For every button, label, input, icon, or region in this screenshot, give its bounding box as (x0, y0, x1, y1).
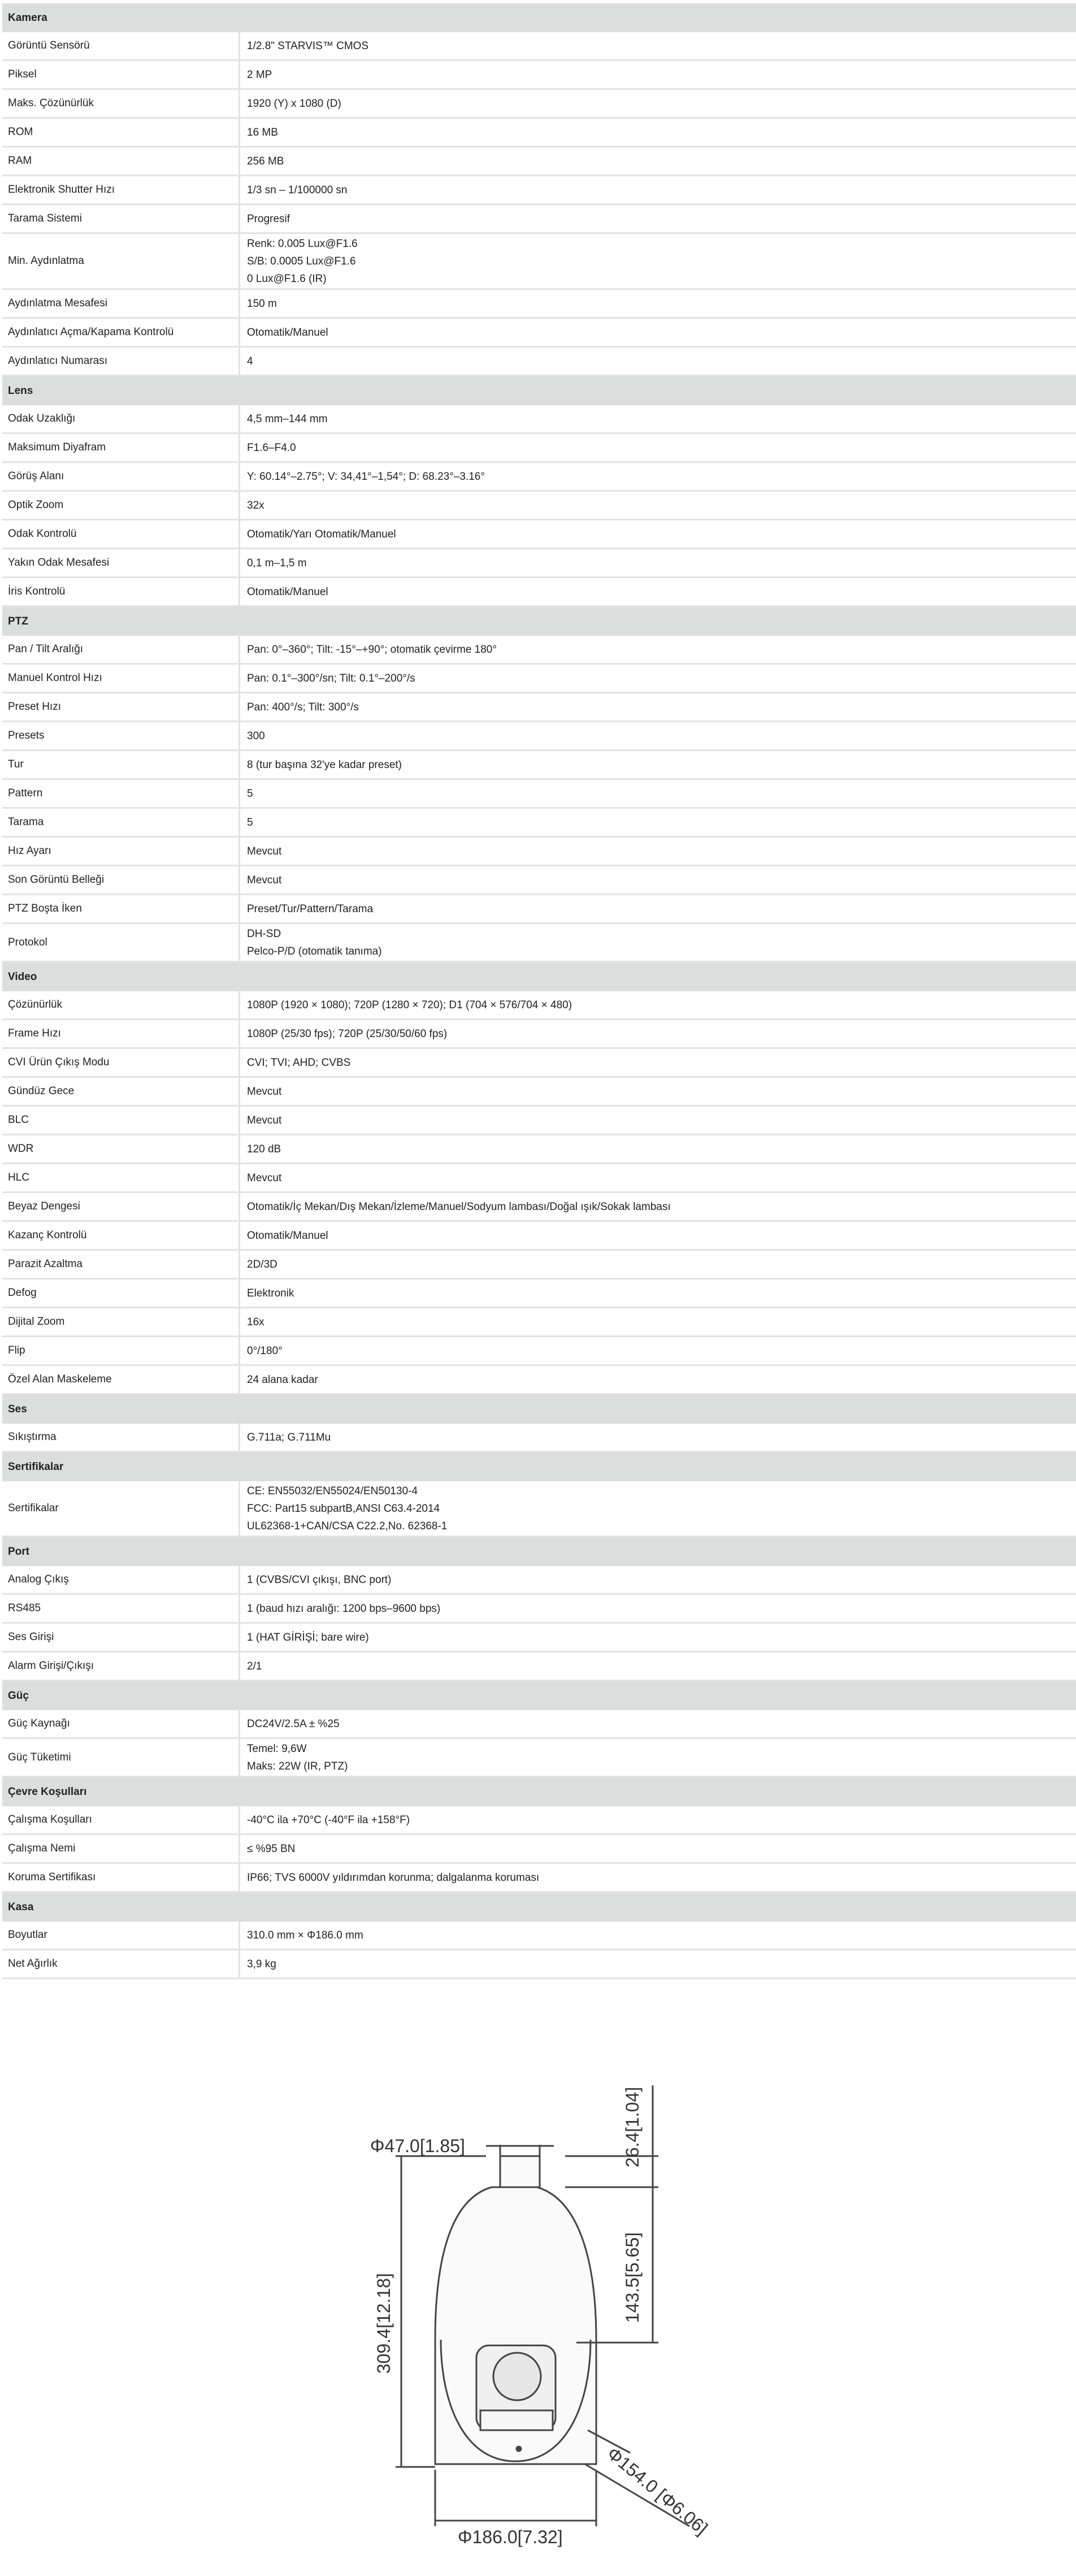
spec-value-line: Pelco-P/D (otomatik tanıma) (247, 945, 382, 957)
spec-value-line: 2/1 (247, 1660, 262, 1672)
spec-label: Presets (2, 722, 240, 749)
spec-value (240, 924, 1076, 961)
spec-value (240, 578, 1076, 605)
spec-table (2, 3, 1076, 1979)
spec-label: Manuel Kontrol Hızı (2, 665, 240, 692)
spec-value-line: 150 m (247, 297, 277, 310)
spec-row (2, 1251, 1076, 1280)
spec-value (240, 492, 1076, 519)
spec-value (240, 722, 1076, 749)
spec-row (2, 549, 1076, 578)
spec-value-line: Renk: 0.005 Lux@F1.6 (247, 237, 358, 250)
spec-value (240, 290, 1076, 317)
camera-top-cap (500, 2156, 540, 2187)
spec-value (240, 148, 1076, 175)
spec-value-line: DC24V/2.5A ± %25 (247, 1718, 340, 1730)
spec-value (240, 1595, 1076, 1622)
spec-value-line: 120 dB (247, 1143, 281, 1155)
spec-row (2, 1624, 1076, 1653)
section-header: Video (2, 962, 1076, 991)
spec-value (240, 1739, 1076, 1776)
spec-label: Beyaz Dengesi (2, 1193, 240, 1220)
spec-value (240, 1566, 1076, 1593)
spec-value-line: 2 MP (247, 68, 272, 81)
spec-value-line: Mevcut (247, 1172, 282, 1184)
spec-label: Tarama (2, 809, 240, 836)
spec-label: Piksel (2, 61, 240, 88)
camera-ir-panel (480, 2410, 553, 2430)
spec-value (240, 866, 1076, 894)
spec-label: Tarama Sistemi (2, 205, 240, 232)
spec-label: Maks. Çözünürlük (2, 90, 240, 117)
spec-label: Frame Hızı (2, 1020, 240, 1047)
spec-row (2, 234, 1076, 290)
spec-label: Pattern (2, 780, 240, 807)
spec-row (2, 751, 1076, 780)
spec-label: Aydınlatma Mesafesi (2, 290, 240, 317)
spec-row (2, 1710, 1076, 1739)
spec-row (2, 1107, 1076, 1135)
spec-row (2, 1366, 1076, 1395)
spec-row (2, 924, 1076, 962)
spec-value-line: 1080P (25/30 fps); 720P (25/30/50/60 fps) (247, 1027, 448, 1040)
section-header: Lens (2, 376, 1076, 405)
spec-value-line: UL62368-1+CAN/CSA C22.2,No. 62368-1 (247, 1520, 448, 1532)
spec-value (240, 405, 1076, 432)
dim-base-diameter: Φ186.0[7.32] (458, 2527, 563, 2547)
spec-value (240, 1078, 1076, 1105)
spec-value (240, 1424, 1076, 1451)
spec-value (240, 1049, 1076, 1076)
spec-value-line: 16 MB (247, 126, 278, 138)
spec-row (2, 434, 1076, 463)
spec-label: Görüntü Sensörü (2, 32, 240, 59)
spec-row (2, 405, 1076, 434)
section-header: Kasa (2, 1893, 1076, 1922)
spec-value-line: 1080P (1920 × 1080); 720P (1280 × 720); D1 (704 × 576/704 × 480) (247, 999, 572, 1011)
spec-value (240, 61, 1076, 88)
spec-value (240, 1922, 1076, 1949)
section-header: Ses (2, 1395, 1076, 1424)
spec-row (2, 1864, 1076, 1893)
section-header: PTZ (2, 607, 1076, 636)
spec-label: Min. Aydınlatma (2, 234, 240, 288)
spec-value-line: 8 (tur başına 32'ye kadar preset) (247, 758, 402, 771)
spec-label: BLC (2, 1107, 240, 1134)
spec-value (240, 665, 1076, 692)
spec-value (240, 176, 1076, 203)
spec-value (240, 1107, 1076, 1134)
section-header: Çevre Koşulları (2, 1777, 1076, 1806)
dim-total-height: 309.4[12.18] (374, 2273, 394, 2374)
spec-row (2, 290, 1076, 319)
spec-value-line: CVI; TVI; AHD; CVBS (247, 1056, 351, 1069)
camera-indicator (517, 2447, 521, 2451)
spec-row (2, 722, 1076, 751)
spec-row (2, 205, 1076, 234)
spec-label: RAM (2, 148, 240, 175)
spec-label: Çözünürlük (2, 991, 240, 1018)
spec-value-line: S/B: 0.0005 Lux@F1.6 (247, 255, 356, 267)
spec-value-line: 16x (247, 1316, 264, 1328)
spec-value-line: 1 (baud hızı aralığı: 1200 bps–9600 bps) (247, 1602, 441, 1615)
spec-value (240, 693, 1076, 721)
spec-value-line: Elektronik (247, 1287, 294, 1299)
spec-row (2, 809, 1076, 838)
spec-label: Odak Kontrolü (2, 521, 240, 548)
spec-label: Boyutlar (2, 1922, 240, 1949)
spec-label: Yakın Odak Mesafesi (2, 549, 240, 576)
spec-value-line: G.711a; G.711Mu (247, 1431, 331, 1443)
spec-value (240, 463, 1076, 490)
dim-dome-height: 143.5[5.65] (622, 2232, 643, 2323)
dim-top-diameter: Φ47.0[1.85] (370, 2136, 465, 2156)
spec-value-line: Maks: 22W (IR, PTZ) (247, 1760, 348, 1772)
spec-label: Dijital Zoom (2, 1308, 240, 1335)
spec-value-line: Mevcut (247, 1114, 282, 1126)
spec-value-line: 310.0 mm × Φ186.0 mm (247, 1929, 363, 1941)
spec-value (240, 1337, 1076, 1364)
spec-label: Koruma Sertifikası (2, 1864, 240, 1891)
spec-value-line: 0,1 m–1,5 m (247, 557, 307, 569)
spec-value-line: Otomatik/İç Mekan/Dış Mekan/İzleme/Manuel/Sodyum lambası/Doğal ışık/Sokak lambası (247, 1200, 671, 1213)
spec-label: Güç Kaynağı (2, 1710, 240, 1737)
spec-label: Son Görüntü Belleği (2, 866, 240, 894)
spec-row (2, 492, 1076, 521)
spec-label: Net Ağırlık (2, 1950, 240, 1977)
spec-value-line: IP66; TVS 6000V yıldırımdan korunma; dalgalanma koruması (247, 1871, 540, 1884)
spec-label: Pan / Tilt Aralığı (2, 636, 240, 663)
camera-lens (493, 2353, 541, 2400)
spec-value (240, 1835, 1076, 1862)
spec-value (240, 1280, 1076, 1307)
spec-row (2, 1049, 1076, 1078)
spec-row (2, 319, 1076, 348)
spec-row (2, 1337, 1076, 1366)
spec-value-line: DH-SD (247, 927, 281, 940)
spec-value (240, 1020, 1076, 1047)
spec-label: Ses Girişi (2, 1624, 240, 1651)
spec-label: Elektronik Shutter Hızı (2, 176, 240, 203)
spec-value (240, 434, 1076, 461)
spec-value-line: Pan: 400°/s; Tilt: 300°/s (247, 701, 359, 713)
spec-value (240, 549, 1076, 576)
spec-label: WDR (2, 1135, 240, 1163)
spec-label: Sıkıştırma (2, 1424, 240, 1451)
spec-value-line: CE: EN55032/EN55024/EN50130-4 (247, 1485, 418, 1497)
spec-value-line: 4,5 mm–144 mm (247, 413, 328, 425)
spec-value (240, 1864, 1076, 1891)
spec-row (2, 1950, 1076, 1979)
spec-value (240, 1950, 1076, 1977)
spec-value (240, 348, 1076, 375)
spec-row (2, 1566, 1076, 1595)
spec-row (2, 90, 1076, 119)
spec-row (2, 176, 1076, 205)
spec-label: Maksimum Diyafram (2, 434, 240, 461)
spec-value (240, 636, 1076, 663)
spec-label: Defog (2, 1280, 240, 1307)
spec-label: Parazit Azaltma (2, 1251, 240, 1278)
spec-value-line: 1920 (Y) x 1080 (D) (247, 97, 341, 110)
spec-value-line: -40°C ila +70°C (-40°F ila +158°F) (247, 1814, 410, 1826)
spec-value-line: 24 alana kadar (247, 1373, 318, 1386)
spec-row (2, 1020, 1076, 1049)
spec-label: İris Kontrolü (2, 578, 240, 605)
spec-value (240, 90, 1076, 117)
spec-value-line: 1/2.8" STARVIS™ CMOS (247, 40, 369, 52)
spec-row (2, 1595, 1076, 1624)
spec-label: Çalışma Koşulları (2, 1806, 240, 1833)
dim-top-height: 26.4[1.04] (622, 2087, 643, 2167)
spec-value (240, 1193, 1076, 1220)
spec-value (240, 234, 1076, 288)
spec-value-line: 0°/180° (247, 1345, 283, 1357)
spec-value-line: 3,9 kg (247, 1958, 276, 1970)
spec-value (240, 1251, 1076, 1278)
spec-label: Protokol (2, 924, 240, 961)
spec-row (2, 780, 1076, 809)
spec-row (2, 1135, 1076, 1164)
spec-row (2, 838, 1076, 866)
spec-row (2, 348, 1076, 376)
spec-row (2, 1806, 1076, 1835)
spec-value (240, 1222, 1076, 1249)
spec-row (2, 665, 1076, 693)
spec-row (2, 1481, 1076, 1537)
spec-row (2, 693, 1076, 722)
spec-label: CVI Ürün Çıkış Modu (2, 1049, 240, 1076)
spec-label: ROM (2, 119, 240, 146)
spec-row (2, 1193, 1076, 1222)
spec-value-line: 1/3 sn – 1/100000 sn (247, 184, 348, 196)
spec-value (240, 895, 1076, 922)
spec-value-line: Otomatik/Yarı Otomatik/Manuel (247, 528, 396, 540)
spec-value-line: Otomatik/Manuel (247, 326, 328, 339)
spec-row (2, 1280, 1076, 1308)
dimension-drawing (0, 2035, 1076, 2576)
spec-value-line: Otomatik/Manuel (247, 586, 328, 598)
spec-value (240, 1366, 1076, 1393)
section-header: Güç (2, 1681, 1076, 1710)
spec-row (2, 578, 1076, 607)
section-header: Kamera (2, 3, 1076, 32)
spec-row (2, 521, 1076, 549)
spec-label: HLC (2, 1164, 240, 1191)
spec-row (2, 1739, 1076, 1777)
spec-value-line: Progresif (247, 213, 290, 225)
spec-row (2, 1835, 1076, 1864)
spec-label: Sertifikalar (2, 1481, 240, 1536)
spec-value-line: 1 (HAT GİRİŞİ; bare wire) (247, 1631, 369, 1643)
spec-row (2, 463, 1076, 492)
spec-value-line: 0 Lux@F1.6 (IR) (247, 272, 327, 285)
spec-value-line: 256 MB (247, 155, 284, 167)
spec-row (2, 61, 1076, 90)
spec-value (240, 780, 1076, 807)
spec-value-line: Temel: 9,6W (247, 1742, 307, 1755)
spec-label: Preset Hızı (2, 693, 240, 721)
spec-value (240, 32, 1076, 59)
spec-value (240, 205, 1076, 232)
spec-value (240, 119, 1076, 146)
spec-row (2, 1922, 1076, 1950)
spec-row (2, 1222, 1076, 1251)
spec-value (240, 1308, 1076, 1335)
spec-value (240, 751, 1076, 778)
spec-row (2, 1164, 1076, 1193)
spec-label: Odak Uzaklığı (2, 405, 240, 432)
spec-label: PTZ Boşta İken (2, 895, 240, 922)
spec-row (2, 866, 1076, 895)
dim-lens-diameter: Φ154.0 [Φ6.06] (603, 2443, 712, 2539)
spec-value-line: 32x (247, 499, 264, 511)
spec-value (240, 1481, 1076, 1536)
spec-label: Tur (2, 751, 240, 778)
spec-row (2, 32, 1076, 61)
spec-value (240, 1135, 1076, 1163)
spec-label: Görüş Alanı (2, 463, 240, 490)
spec-row (2, 1424, 1076, 1452)
spec-value-line: 2D/3D (247, 1258, 277, 1270)
spec-value (240, 809, 1076, 836)
spec-row (2, 148, 1076, 176)
spec-value-line: 1 (CVBS/CVI çıkışı, BNC port) (247, 1573, 392, 1586)
spec-label: Güç Tüketimi (2, 1739, 240, 1776)
spec-value-line: Mevcut (247, 874, 282, 886)
section-header: Port (2, 1537, 1076, 1566)
spec-label: Gündüz Gece (2, 1078, 240, 1105)
spec-value-line: 5 (247, 816, 253, 829)
spec-value-line: Pan: 0°–360°; Tilt: -15°–+90°; otomatik çevirme 180° (247, 643, 497, 656)
spec-value-line: Y: 60.14°–2.75°; V: 34,41°–1,54°; D: 68.23°–3.16° (247, 470, 485, 483)
spec-row (2, 636, 1076, 665)
spec-label: Optik Zoom (2, 492, 240, 519)
spec-row (2, 1308, 1076, 1337)
spec-value-line: 4 (247, 355, 253, 367)
spec-label: Kazanç Kontrolü (2, 1222, 240, 1249)
spec-value-line: F1.6–F4.0 (247, 441, 296, 454)
spec-value-line: Mevcut (247, 845, 282, 857)
spec-value (240, 1653, 1076, 1680)
spec-value-line: Pan: 0.1°–300°/sn; Tilt: 0.1°–200°/s (247, 672, 415, 684)
spec-label: RS485 (2, 1595, 240, 1622)
spec-label: Aydınlatıcı Açma/Kapama Kontrolü (2, 319, 240, 346)
spec-value-line: ≤ %95 BN (247, 1842, 296, 1855)
spec-label: Özel Alan Maskeleme (2, 1366, 240, 1393)
spec-value-line: 300 (247, 730, 265, 742)
spec-value (240, 319, 1076, 346)
spec-value (240, 1624, 1076, 1651)
spec-label: Alarm Girişi/Çıkışı (2, 1653, 240, 1680)
spec-label: Aydınlatıcı Numarası (2, 348, 240, 375)
spec-row (2, 991, 1076, 1020)
spec-value (240, 838, 1076, 865)
spec-value (240, 1806, 1076, 1833)
spec-value (240, 1164, 1076, 1191)
spec-value (240, 991, 1076, 1018)
spec-row (2, 1078, 1076, 1107)
spec-value-line: Mevcut (247, 1085, 282, 1098)
spec-label: Flip (2, 1337, 240, 1364)
spec-label: Analog Çıkış (2, 1566, 240, 1593)
spec-label: Hız Ayarı (2, 838, 240, 865)
section-header: Sertifikalar (2, 1452, 1076, 1481)
spec-value-line: 5 (247, 787, 253, 800)
spec-value-line: Preset/Tur/Pattern/Tarama (247, 903, 374, 915)
spec-row (2, 1653, 1076, 1681)
spec-value-line: Otomatik/Manuel (247, 1229, 328, 1242)
spec-row (2, 119, 1076, 148)
spec-label: Çalışma Nemi (2, 1835, 240, 1862)
spec-value (240, 1710, 1076, 1737)
spec-value-line: FCC: Part15 subpartB,ANSI C63.4-2014 (247, 1502, 440, 1515)
spec-value (240, 521, 1076, 548)
spec-row (2, 895, 1076, 924)
